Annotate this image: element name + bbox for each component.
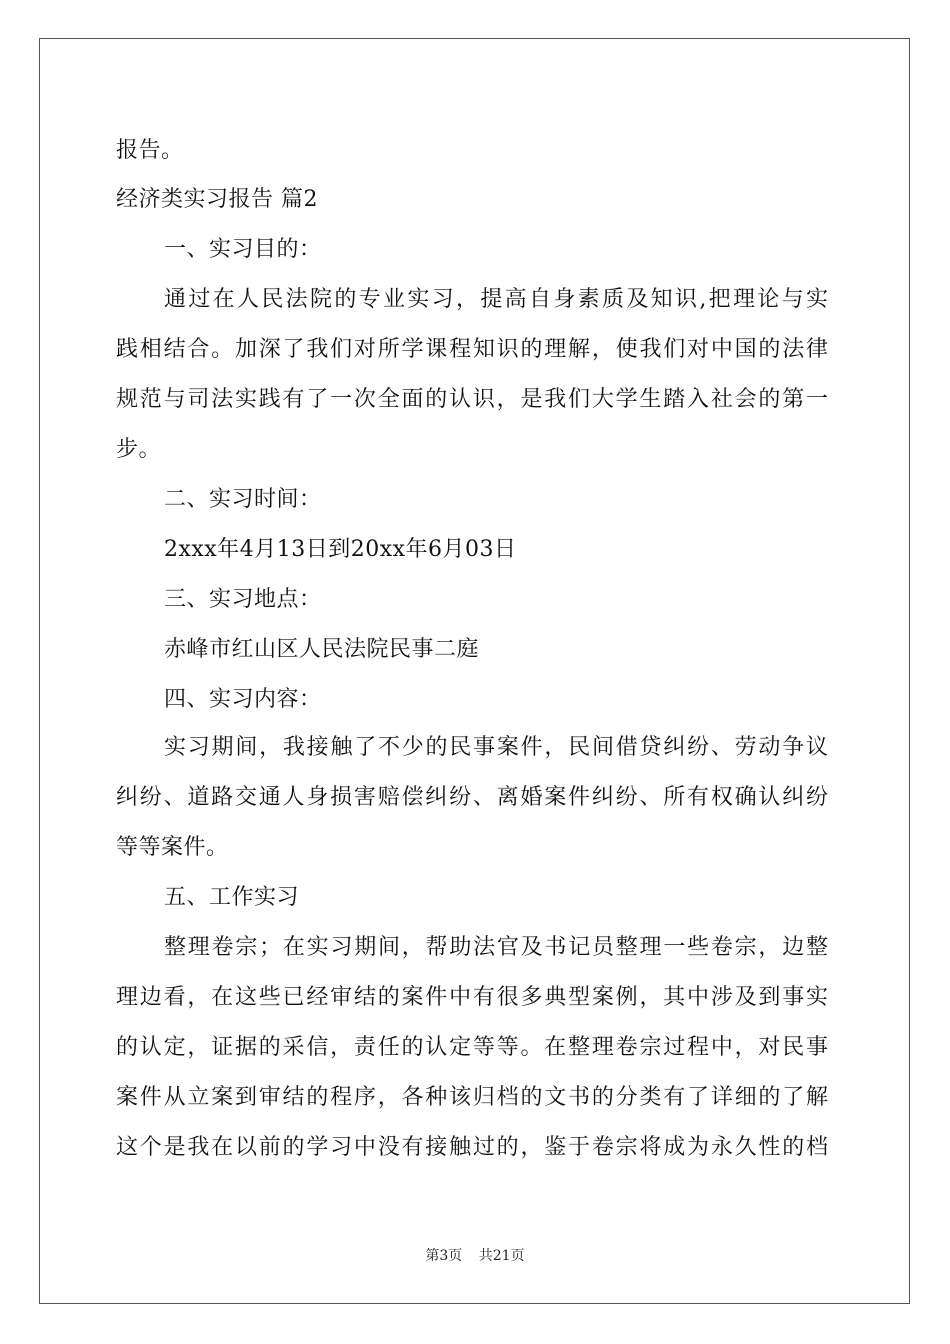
paragraph-line: 理边看，在这些已经审结的案件中有很多典型案例，其中涉及到事实 bbox=[116, 985, 828, 1010]
paragraph-line: 的认定，证据的采信，责任的认定等等。在整理卷宗过程中，对民事 bbox=[116, 1035, 828, 1060]
page-border bbox=[39, 38, 910, 1304]
paragraph-line: 报告。 bbox=[116, 138, 184, 163]
paragraph-line: 实习期间，我接触了不少的民事案件，民间借贷纠纷、劳动争议 bbox=[164, 735, 828, 760]
paragraph-line: 纠纷、道路交通人身损害赔偿纠纷、离婚案件纠纷、所有权确认纠纷 bbox=[116, 785, 828, 810]
heading-work: 五、工作实习 bbox=[164, 885, 300, 910]
internship-dates: 2xxx年4月13日到20xx年6月03日 bbox=[164, 537, 517, 562]
paragraph-line: 整理卷宗；在实习期间，帮助法官及书记员整理一些卷宗，边整 bbox=[164, 935, 828, 960]
heading-location: 三、实习地点： bbox=[164, 587, 322, 612]
paragraph-line: 等等案件。 bbox=[116, 835, 229, 860]
paragraph-line: 步。 bbox=[116, 437, 162, 462]
page-total: 共21页 bbox=[478, 1248, 525, 1264]
heading-content: 四、实习内容： bbox=[164, 687, 322, 712]
paragraph-line: 通过在人民法院的专业实习，提高自身素质及知识,把理论与实 bbox=[164, 287, 828, 312]
page-footer bbox=[0, 1246, 950, 1266]
paragraph-line: 规范与司法实践有了一次全面的认识，是我们大学生踏入社会的第一 bbox=[116, 387, 828, 412]
paragraph-line: 这个是我在以前的学习中没有接触过的，鉴于卷宗将成为永久性的档 bbox=[116, 1135, 828, 1160]
paragraph-line: 案件从立案到审结的程序，各种该归档的文书的分类有了详细的了解 bbox=[116, 1085, 828, 1110]
internship-location: 赤峰市红山区人民法院民事二庭 bbox=[164, 637, 480, 662]
heading-time: 二、实习时间： bbox=[164, 487, 322, 512]
heading-purpose: 一、实习目的： bbox=[164, 237, 322, 262]
page-number: 第3页 bbox=[425, 1248, 463, 1264]
paragraph-line: 践相结合。加深了我们对所学课程知识的理解，使我们对中国的法律 bbox=[116, 337, 828, 362]
section-title: 经济类实习报告 篇2 bbox=[116, 187, 318, 212]
